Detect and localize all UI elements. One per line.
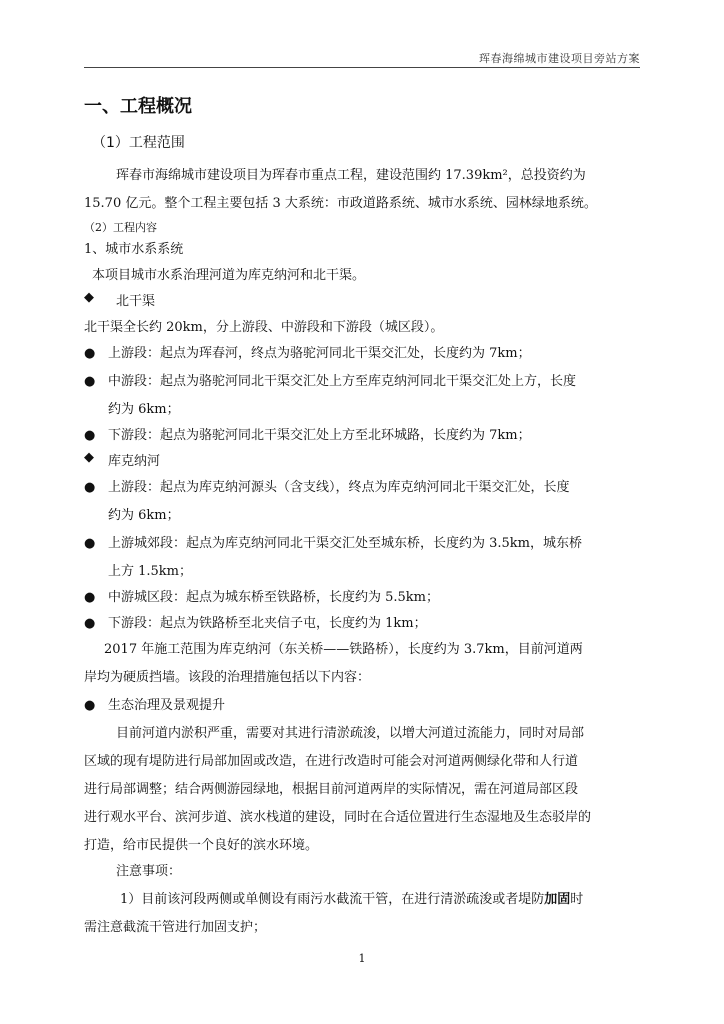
- paragraph-eco-line1: 目前河道内淤积严重，需要对其进行清淤疏浚，以增大河道过流能力，同时对局部: [116, 726, 585, 741]
- list-item: [84, 424, 531, 443]
- paragraph-eco-line4: 进行观水平台、滨河步道、滨水栈道的建设，同时在合适位置进行生态湿地及生态驳岸的: [84, 810, 592, 825]
- list-item-continuation: 约为 6km；: [108, 402, 180, 417]
- subsection-content-label: （2）工程内容: [84, 221, 157, 234]
- list-item-continuation: 约为 6km；: [108, 508, 180, 523]
- paragraph-eco-line5: 打造，给市民提供一个良好的滨水环境。: [84, 838, 319, 853]
- list-item-continuation: 上方 1.5km；: [108, 564, 193, 579]
- paragraph-beiganqu: 北干渠全长约 20km，分上游段、中游段和下游段（城区段）。: [84, 320, 444, 335]
- list-item-text: 下游段：起点为骆驼河同北干渠交汇处上方至北环城路，长度约为 7km；: [108, 428, 531, 443]
- list-item: [84, 342, 531, 361]
- bullet-icon: ●: [84, 536, 96, 551]
- bullet-icon: ●: [84, 374, 96, 389]
- list-item-text: 下游段：起点为铁路桥至北夹信子屯，长度约为 1km；: [108, 616, 427, 631]
- note-emphasis: 加固: [544, 892, 571, 907]
- list-item: [84, 694, 225, 713]
- list-item-text: 上游段：起点为珲春河，终点为骆驼河同北干渠交汇处，长度约为 7km；: [108, 346, 531, 361]
- diamond-bullet-icon: ◆: [84, 290, 94, 305]
- section-heading: 一、工程概况: [84, 96, 192, 117]
- list-item-text: 中游段：起点为骆驼河同北干渠交汇处上方至库克纳河同北干渠交汇处上方，长度: [108, 374, 577, 389]
- header-divider: [84, 67, 640, 68]
- list-item-text: 上游段：起点为库克纳河源头（含支线），终点为库克纳河同北干渠交汇处，长度: [108, 480, 570, 495]
- label-eco: 生态治理及景观提升: [108, 698, 226, 713]
- paragraph-eco-line3: 进行局部调整；结合两侧游园绿地，根据目前河道两岸的实际情况，需在河道局部区段: [84, 782, 579, 797]
- bullet-icon: ●: [84, 698, 96, 713]
- paragraph-scope-line2: 15.70 亿元。整个工程主要包括 3 大系统：市政道路系统、城市水系统、园林绿地系统。: [84, 196, 597, 211]
- list-item-text: 上游城郊段：起点为库克纳河同北干渠交汇处至城东桥，长度约为 3.5km，城东桥: [108, 536, 583, 551]
- page-header-title: 珲春海绵城市建设项目旁站方案: [479, 52, 640, 65]
- list-item: [84, 532, 582, 551]
- paragraph-2017-line1: 2017 年施工范围为库克纳河（东关桥——铁路桥），长度约为 3.7km，目前河道两: [104, 642, 583, 657]
- bullet-icon: ●: [84, 428, 96, 443]
- diamond-bullet-icon: ◆: [84, 450, 94, 465]
- bullet-icon: ●: [84, 590, 96, 605]
- list-item: [84, 586, 439, 605]
- list-item: [84, 612, 427, 631]
- list-item: [84, 476, 570, 495]
- paragraph-rivers: 本项目城市水系治理河道为库克纳河和北干渠。: [92, 268, 366, 283]
- label-kukena: 库克纳河: [108, 454, 161, 469]
- paragraph-eco-line2: 区域的现有堤防进行局部加固或改造，在进行改造时可能会对河道两侧绿化带和人行道: [84, 754, 579, 769]
- note-text: 1）目前该河段两侧或单侧设有雨污水截流干管，在进行清淤疏浚或者堤防: [120, 892, 545, 907]
- list-item: [84, 370, 576, 389]
- bullet-icon: ●: [84, 616, 96, 631]
- bullet-icon: ●: [84, 480, 96, 495]
- note-line2: 需注意截流干管进行加固支护；: [84, 920, 267, 935]
- label-notes: 注意事项：: [116, 864, 182, 879]
- page-number: 1: [358, 952, 366, 965]
- list-item-text: 中游城区段：起点为城东桥至铁路桥，长度约为 5.5km；: [108, 590, 440, 605]
- bullet-icon: ●: [84, 346, 96, 361]
- subsection-heading: （1）工程范围: [92, 135, 185, 151]
- item-water-system: 1、城市水系系统: [84, 242, 184, 257]
- note-text-end: 时: [570, 892, 584, 907]
- paragraph-scope-line1: 珲春市海绵城市建设项目为珲春市重点工程，建设范围约 17.39km²，总投资约为: [116, 168, 586, 183]
- note-line1: [120, 888, 583, 907]
- label-beiganqu: 北干渠: [116, 294, 156, 309]
- paragraph-2017-line2: 岸均为硬质挡墙。该段的治理措施包括以下内容：: [84, 670, 371, 685]
